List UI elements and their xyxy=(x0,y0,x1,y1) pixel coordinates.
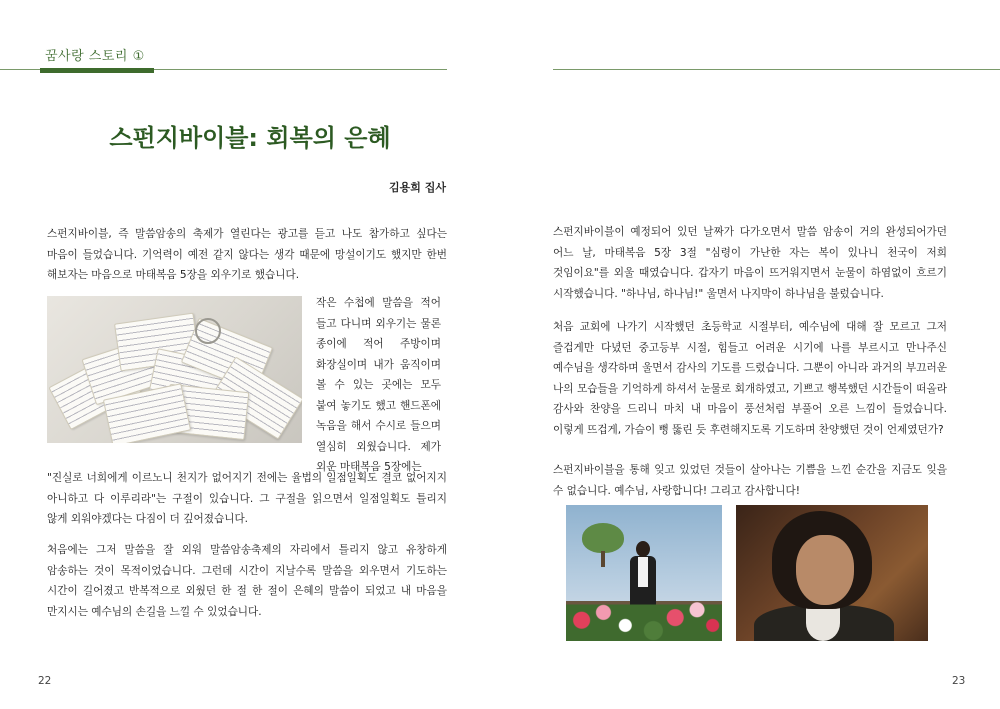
backdrop-tree-trunk xyxy=(601,551,605,567)
left-paragraph-2: 작은 수첩에 말씀을 적어 들고 다니며 외우기는 물론 종이에 적어 주방이며 화장실이며 내가 움직이며 볼 수 있는 곳에는 모두 붙여 놓기도 했고 핸드폰에 녹음을 해서 수시로 들으며 열심히 외웠습니다. 제가 외운 마태복음 5장에는 xyxy=(316,297,441,473)
flower-arrangement xyxy=(566,589,722,641)
right-paragraph-2: 처음 교회에 나가기 시작했던 초등학교 시절부터, 예수님에 대해 잘 모르고 그저 즐겁게만 다녔던 중고등부 시절, 힘들고 어려운 시기에 나를 부르시고 만나주신 예수님을 생각하며 울면서 감사의 기도를 드렸습니다. 그뿐이 아니라 과거의 부끄러운 나의 모습들을 기억하게 하셔서 눈물로 회개하였고, 기쁘고 행복했던 시간들이 떠올라 감사와 찬양을 드리니 마치 내 마음이 풍선처럼 부풀어 오른 느낌이 들었습니다. 이렇게 뜨겁게, 가슴이 뻥 뚫린 듯 후련해지도록 기도하며 찬양했던 것이 언제였던가? xyxy=(553,321,947,436)
page-number-left: 22 xyxy=(38,675,52,687)
header-rule-right xyxy=(553,69,1000,70)
speaker-shirt xyxy=(638,557,648,587)
article-author: 김용희 집사 xyxy=(389,181,446,194)
binder-ring xyxy=(195,318,221,344)
page-number-right: 23 xyxy=(952,675,966,687)
left-paragraph-3: "진실로 너희에게 이르노니 천지가 없어지기 전에는 율법의 일점일획도 결코 없어지지 아니하고 다 이루리라"는 구절이 있습니다. 그 구절을 읽으면서 일점일획도 틀리지 않게 외워야겠다는 다짐이 더 깊어졌습니다. xyxy=(47,472,447,525)
speaker-head xyxy=(636,541,650,557)
right-paragraph-3: 스펀지바이블을 통해 잊고 있었던 것들이 살아나는 기쁨을 느낀 순간을 지금도 잊을 수 없습니다. 예수님, 사랑합니다! 그리고 감사합니다! xyxy=(553,464,947,497)
portrait-collar xyxy=(806,605,840,641)
article-title: 스펀지바이블: 회복의 은혜 xyxy=(109,124,391,152)
memory-cards-photo xyxy=(47,296,302,443)
stage-recitation-photo xyxy=(566,505,722,641)
portrait-face xyxy=(796,535,854,605)
section-label: 꿈사랑 스토리 ① xyxy=(45,49,145,64)
left-paragraph-4: 처음에는 그저 말씀을 잘 외워 말씀암송축제의 자리에서 틀리지 않고 유창하게 암송하는 것이 목적이었습니다. 그런데 시간이 지날수록 말씀을 외우면서 기도하는 시간이 길어졌고 반복적으로 외웠던 한 절 한 절이 은혜의 말씀이 되었고 내 마음을 만지시는 예수님의 손길을 느낄 수 있었습니다. xyxy=(47,544,447,618)
author-portrait-photo xyxy=(736,505,928,641)
backdrop-tree xyxy=(582,523,624,553)
right-paragraph-1: 스펀지바이블이 예정되어 있던 날짜가 다가오면서 말씀 암송이 거의 완성되어가던 어느 날, 마태복음 5장 3절 "심령이 가난한 자는 복이 있나니 천국이 저희 것임이요"를 외울 때였습니다. 갑자기 마음이 뜨거워지면서 눈물이 하염없이 흐르기 시작했습니다. "하나님, 하나님!" 울면서 나지막이 하나님을 불렀습니다. xyxy=(553,226,947,300)
header-accent-bar xyxy=(40,68,154,73)
left-paragraph-1: 스펀지바이블, 즉 말씀암송의 축제가 열린다는 광고를 듣고 나도 참가하고 싶다는 마음이 들었습니다. 기억력이 예전 같지 않다는 생각 때문에 망설이기도 했지만 한번 해보자는 마음으로 마태복음 5장을 외우기로 했습니다. xyxy=(47,228,447,281)
